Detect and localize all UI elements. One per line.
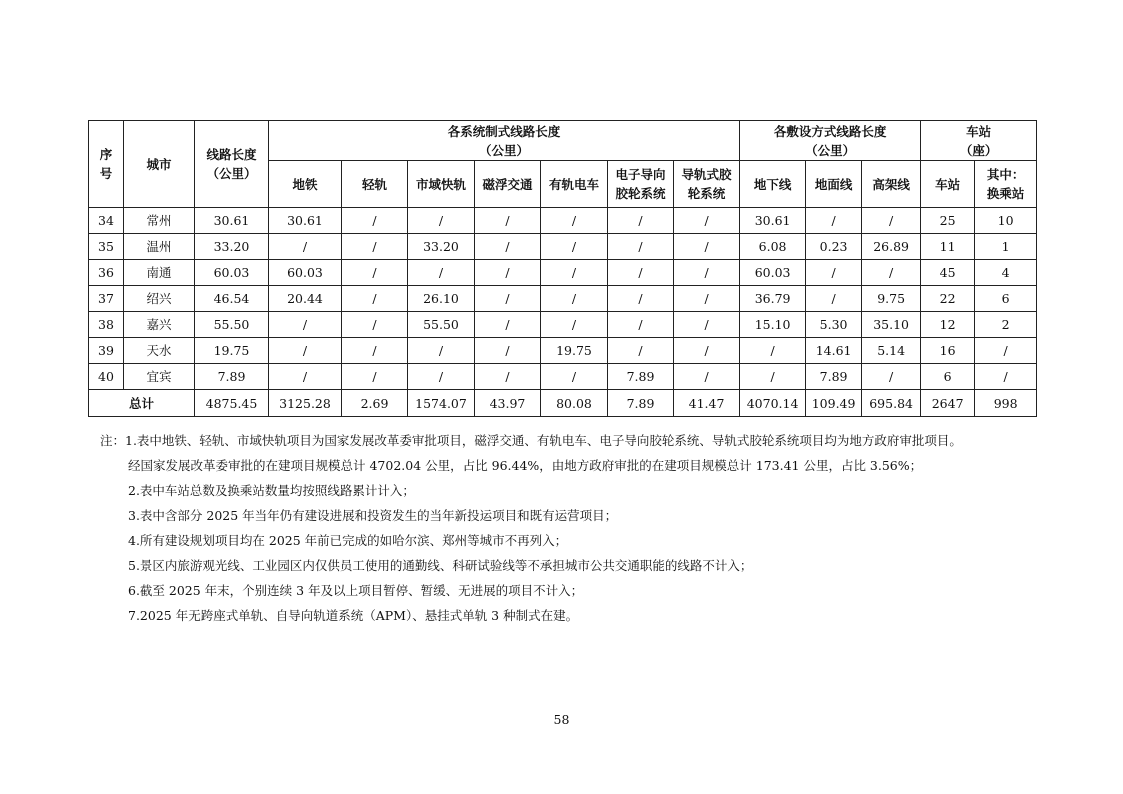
total-light-rail: 2.69 — [342, 390, 408, 417]
cell-guided: / — [674, 234, 740, 260]
cell-guided: / — [674, 286, 740, 312]
cell-maglev: / — [475, 364, 541, 390]
cell-stations: 16 — [921, 338, 975, 364]
cell-underground: 60.03 — [740, 260, 806, 286]
note-line: 2.表中车站总数及换乘站数量均按照线路累计计入； — [128, 483, 415, 498]
header-light-rail: 轻轨 — [342, 161, 408, 208]
table-row — [89, 364, 1037, 390]
total-ground: 109.49 — [806, 390, 862, 417]
cell-suburban: 26.10 — [408, 286, 475, 312]
note-line: 6.截至 2025 年末，个别连续 3 年及以上项目暂停、暂缓、无进展的项目不计入； — [128, 583, 584, 598]
cell-guided: / — [674, 364, 740, 390]
header-ground: 地面线 — [806, 161, 862, 208]
cell-city: 天水 — [124, 338, 195, 364]
note-line: 5.景区内旅游观光线、工业园区内仅供员工使用的通勤线、科研试验线等不承担城市公共交通职能的线路不计入； — [128, 558, 753, 573]
cell-stations: 22 — [921, 286, 975, 312]
header-interchange-line1: 其中： — [986, 167, 1025, 182]
table-row — [89, 234, 1037, 260]
cell-elevated: 35.10 — [862, 312, 921, 338]
cell-underground: / — [740, 364, 806, 390]
cell-stations: 11 — [921, 234, 975, 260]
cell-interchange: 10 — [975, 208, 1037, 234]
header-elevated: 高架线 — [862, 161, 921, 208]
cell-stations: 25 — [921, 208, 975, 234]
cell-metro: / — [269, 312, 342, 338]
cell-elevated: / — [862, 208, 921, 234]
cell-elevated: / — [862, 364, 921, 390]
header-station-line2: （座） — [959, 142, 998, 158]
cell-length: 7.89 — [195, 364, 269, 390]
header-laying-line2: （公里） — [805, 142, 856, 158]
cell-length: 33.20 — [195, 234, 269, 260]
header-system-line2: （公里） — [479, 142, 530, 158]
table-row — [89, 312, 1037, 338]
cell-underground: 36.79 — [740, 286, 806, 312]
cell-electronic: 7.89 — [608, 364, 674, 390]
header-underground: 地下线 — [740, 161, 806, 208]
header-electronic-line1: 电子导向 — [615, 167, 666, 182]
cell-underground: 6.08 — [740, 234, 806, 260]
cell-no: 37 — [89, 286, 124, 312]
total-metro: 3125.28 — [269, 390, 342, 417]
cell-ground: 14.61 — [806, 338, 862, 364]
cell-city: 南通 — [124, 260, 195, 286]
construction-data-table — [88, 120, 1037, 417]
cell-city: 温州 — [124, 234, 195, 260]
cell-length: 30.61 — [195, 208, 269, 234]
cell-no: 39 — [89, 338, 124, 364]
cell-no: 38 — [89, 312, 124, 338]
cell-length: 46.54 — [195, 286, 269, 312]
header-tram: 有轨电车 — [541, 161, 608, 208]
table-row — [89, 338, 1037, 364]
note-line: 3.表中含部分 2025 年当年仍有建设进展和投资发生的当年新投运项目和既有运营项目； — [128, 508, 618, 523]
cell-electronic: / — [608, 234, 674, 260]
note-line: 4.所有建设规划项目均在 2025 年前已完成的如哈尔滨、郑州等城市不再列入； — [128, 533, 568, 548]
cell-elevated: 9.75 — [862, 286, 921, 312]
header-station-line1: 车站 — [966, 123, 992, 139]
cell-interchange: 6 — [975, 286, 1037, 312]
header-laying-group — [740, 121, 921, 161]
cell-maglev: / — [475, 338, 541, 364]
cell-no: 36 — [89, 260, 124, 286]
cell-light-rail: / — [342, 312, 408, 338]
header-electronic-line2: 胶轮系统 — [615, 186, 666, 201]
cell-metro: / — [269, 234, 342, 260]
cell-tram: / — [541, 312, 608, 338]
cell-ground: 5.30 — [806, 312, 862, 338]
cell-electronic: / — [608, 286, 674, 312]
total-row — [89, 390, 1037, 417]
cell-metro: 60.03 — [269, 260, 342, 286]
header-guided-line2: 轮系统 — [687, 186, 726, 201]
cell-light-rail: / — [342, 286, 408, 312]
header-guided — [674, 161, 740, 208]
cell-underground: 15.10 — [740, 312, 806, 338]
cell-metro: / — [269, 338, 342, 364]
cell-light-rail: / — [342, 260, 408, 286]
total-electronic: 7.89 — [608, 390, 674, 417]
note-line: 经国家发展改革委审批的在建项目规模总计 4702.04 公里，占比 96.44%，由地方政府审批的在建项目规模总计 173.41 公里，占比 3.56%； — [128, 458, 923, 473]
cell-maglev: / — [475, 208, 541, 234]
cell-city: 宜宾 — [124, 364, 195, 390]
cell-stations: 45 — [921, 260, 975, 286]
cell-city: 绍兴 — [124, 286, 195, 312]
cell-guided: / — [674, 260, 740, 286]
cell-light-rail: / — [342, 364, 408, 390]
table-row — [89, 286, 1037, 312]
note-line: 注：1.表中地铁、轻轨、市域快轨项目为国家发展改革委审批项目，磁浮交通、有轨电车、电子导向胶轮系统、导轨式胶轮系统项目均为地方政府审批项目。 — [100, 433, 962, 448]
cell-maglev: / — [475, 260, 541, 286]
cell-tram: / — [541, 286, 608, 312]
cell-tram: / — [541, 234, 608, 260]
cell-maglev: / — [475, 286, 541, 312]
cell-tram: 19.75 — [541, 338, 608, 364]
cell-maglev: / — [475, 312, 541, 338]
cell-stations: 12 — [921, 312, 975, 338]
header-electronic — [608, 161, 674, 208]
header-laying-line1: 各敷设方式线路长度 — [773, 123, 887, 139]
cell-city: 嘉兴 — [124, 312, 195, 338]
cell-suburban: / — [408, 364, 475, 390]
cell-suburban: 55.50 — [408, 312, 475, 338]
cell-metro: 30.61 — [269, 208, 342, 234]
cell-no: 34 — [89, 208, 124, 234]
cell-guided: / — [674, 208, 740, 234]
header-length-line2: （公里） — [206, 166, 257, 181]
table-body — [89, 208, 1037, 417]
cell-light-rail: / — [342, 208, 408, 234]
cell-electronic: / — [608, 260, 674, 286]
cell-elevated: 26.89 — [862, 234, 921, 260]
cell-tram: / — [541, 364, 608, 390]
cell-interchange: 4 — [975, 260, 1037, 286]
cell-suburban: / — [408, 338, 475, 364]
cell-tram: / — [541, 260, 608, 286]
cell-interchange: 2 — [975, 312, 1037, 338]
header-interchange-line2: 换乘站 — [986, 186, 1025, 201]
total-maglev: 43.97 — [475, 390, 541, 417]
cell-metro: 20.44 — [269, 286, 342, 312]
total-length: 4875.45 — [195, 390, 269, 417]
header-seq — [89, 121, 124, 208]
total-elevated: 695.84 — [862, 390, 921, 417]
table-row — [89, 260, 1037, 286]
cell-length: 55.50 — [195, 312, 269, 338]
header-city: 城市 — [124, 121, 195, 208]
total-tram: 80.08 — [541, 390, 608, 417]
cell-electronic: / — [608, 208, 674, 234]
total-interchange: 998 — [975, 390, 1037, 417]
header-length — [195, 121, 269, 208]
cell-length: 19.75 — [195, 338, 269, 364]
cell-length: 60.03 — [195, 260, 269, 286]
cell-elevated: 5.14 — [862, 338, 921, 364]
cell-tram: / — [541, 208, 608, 234]
cell-ground: 0.23 — [806, 234, 862, 260]
cell-no: 35 — [89, 234, 124, 260]
note-line: 7.2025 年无跨座式单轨、自导向轨道系统（APM）、悬挂式单轨 3 种制式在建。 — [128, 608, 579, 623]
cell-guided: / — [674, 338, 740, 364]
total-underground: 4070.14 — [740, 390, 806, 417]
cell-light-rail: / — [342, 234, 408, 260]
header-stations: 车站 — [921, 161, 975, 208]
cell-interchange: 1 — [975, 234, 1037, 260]
cell-metro: / — [269, 364, 342, 390]
header-system-group — [269, 121, 740, 161]
header-metro: 地铁 — [269, 161, 342, 208]
cell-ground: / — [806, 286, 862, 312]
total-stations: 2647 — [921, 390, 975, 417]
cell-underground: 30.61 — [740, 208, 806, 234]
cell-interchange: / — [975, 364, 1037, 390]
cell-city: 常州 — [124, 208, 195, 234]
cell-suburban: 33.20 — [408, 234, 475, 260]
table-row — [89, 208, 1037, 234]
cell-light-rail: / — [342, 338, 408, 364]
header-system-line1: 各系统制式线路长度 — [447, 123, 561, 139]
cell-electronic: / — [608, 338, 674, 364]
header-length-line1: 线路长度 — [206, 147, 257, 162]
header-interchange — [975, 161, 1037, 208]
cell-stations: 6 — [921, 364, 975, 390]
cell-suburban: / — [408, 260, 475, 286]
cell-underground: / — [740, 338, 806, 364]
cell-no: 40 — [89, 364, 124, 390]
cell-electronic: / — [608, 312, 674, 338]
cell-ground: 7.89 — [806, 364, 862, 390]
cell-ground: / — [806, 208, 862, 234]
cell-guided: / — [674, 312, 740, 338]
header-maglev: 磁浮交通 — [475, 161, 541, 208]
total-guided: 41.47 — [674, 390, 740, 417]
page-number: 58 — [553, 712, 570, 727]
cell-suburban: / — [408, 208, 475, 234]
cell-interchange: / — [975, 338, 1037, 364]
total-label: 总计 — [89, 390, 195, 417]
notes — [100, 428, 1060, 628]
header-station-group — [921, 121, 1037, 161]
header-guided-line1: 导轨式胶 — [681, 167, 732, 182]
cell-ground: / — [806, 260, 862, 286]
header-suburban: 市域快轨 — [408, 161, 475, 208]
cell-maglev: / — [475, 234, 541, 260]
total-suburban: 1574.07 — [408, 390, 475, 417]
header-seq-text: 序号 — [99, 147, 113, 181]
cell-elevated: / — [862, 260, 921, 286]
